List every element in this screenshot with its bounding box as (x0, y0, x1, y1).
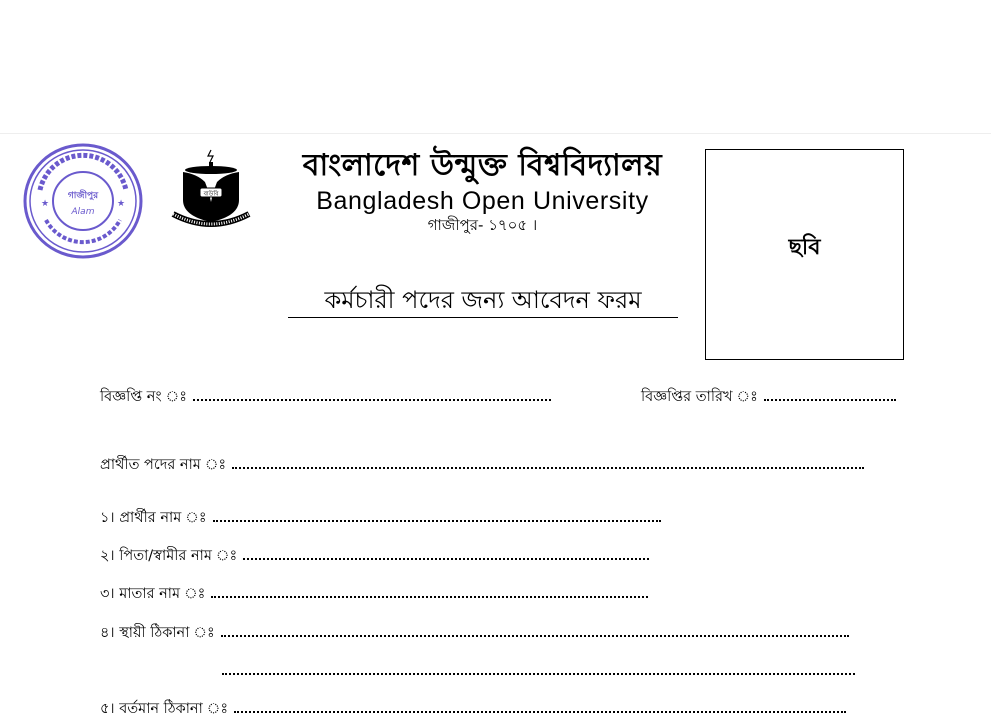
post-name-label: প্রার্থীত পদের নাম ঃ (100, 457, 227, 473)
applicant-name-input[interactable] (213, 508, 661, 522)
top-blank-area (0, 0, 991, 133)
father-husband-name-input[interactable] (243, 546, 649, 560)
permanent-address-label: ৪। স্থায়ী ঠিকানা ঃ (100, 625, 215, 641)
university-address: গাজীপুর- ১৭০৫ । (427, 216, 538, 234)
permanent-address-line2-input[interactable] (222, 661, 855, 675)
field-post-name (100, 455, 864, 475)
svg-text:বাউবি: বাউবি (203, 190, 219, 198)
notice-no-label: বিজ্ঞপ্তি নং ঃ (100, 389, 187, 405)
applicant-name-label: ১। প্রার্থীর নাম ঃ (100, 510, 207, 526)
father-husband-name-label: ২। পিতা/স্বামীর নাম ঃ (100, 548, 238, 564)
field-applicant-name (100, 508, 661, 528)
svg-text:★: ★ (41, 199, 50, 209)
university-name-bangla: বাংলাদেশ উন্মুক্ত বিশ্ববিদ্যালয় (302, 148, 663, 183)
present-address-label: ৫। বর্তমান ঠিকানা ঃ (100, 701, 229, 717)
notice-date-input[interactable] (764, 387, 896, 401)
present-address-input[interactable] (234, 699, 846, 713)
svg-text:★: ★ (117, 199, 126, 209)
svg-text:Alam: Alam (71, 207, 95, 217)
field-notice-no (100, 387, 551, 407)
notice-no-input[interactable] (193, 387, 551, 401)
mother-name-input[interactable] (211, 584, 648, 598)
post-name-input[interactable] (232, 455, 864, 469)
svg-text:গাজীপুর: গাজীপুর (67, 191, 99, 201)
notice-date-label: বিজ্ঞপ্তির তারিখ ঃ (641, 389, 758, 405)
field-present-address (100, 699, 846, 719)
field-mother-name (100, 584, 648, 604)
field-permanent-address-line2 (222, 661, 855, 675)
mother-name-label: ৩। মাতার নাম ঃ (100, 586, 206, 602)
university-name-english: Bangladesh Open University (316, 187, 649, 215)
field-notice-date (641, 387, 896, 407)
university-logo-icon (167, 148, 255, 228)
registrar-seal-icon (22, 142, 144, 260)
photo-box-label: ছবি (788, 235, 821, 260)
page-divider (0, 133, 991, 134)
photo-box[interactable] (705, 149, 904, 360)
field-father-husband-name (100, 546, 649, 566)
field-permanent-address (100, 623, 849, 643)
permanent-address-input[interactable] (221, 623, 849, 637)
form-title: কর্মচারী পদের জন্য আবেদন ফরম (288, 284, 678, 318)
